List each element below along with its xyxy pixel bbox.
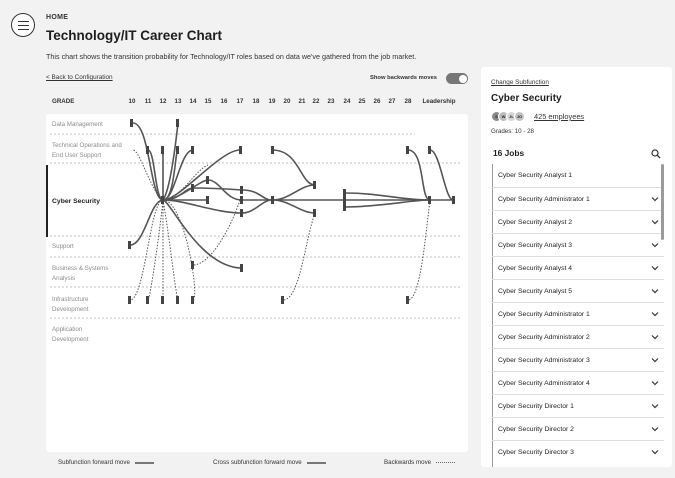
job-name: Cyber Security Analyst 1 <box>498 172 573 179</box>
job-list-item[interactable] <box>492 325 664 348</box>
avatar: S <box>491 111 502 122</box>
job-node <box>176 146 179 154</box>
job-list-item[interactable] <box>492 164 664 187</box>
grade-axis-label: GRADE <box>52 98 75 105</box>
job-node <box>130 119 133 127</box>
backwards-toggle-label: Show backwards moves <box>370 75 438 81</box>
job-list-item[interactable] <box>492 256 664 279</box>
grade-tick: 26 <box>373 98 381 105</box>
grade-tick: 23 <box>327 98 335 105</box>
job-node <box>406 296 409 304</box>
job-node <box>206 176 209 184</box>
jobs-count-title: 16 Jobs <box>493 148 525 158</box>
job-node <box>128 296 131 304</box>
forward-move-path <box>193 188 242 190</box>
job-node <box>176 296 179 304</box>
employee-count-link[interactable]: 425 employees <box>534 112 585 121</box>
grade-tick: 11 <box>144 98 152 105</box>
row-label-support[interactable]: Support <box>52 243 74 250</box>
breadcrumb[interactable]: HOME <box>46 14 69 21</box>
grade-tick: 19 <box>268 98 276 105</box>
job-node <box>191 296 194 304</box>
forward-move-path <box>130 200 163 245</box>
legend-solid-line <box>307 462 326 464</box>
job-node <box>176 119 179 127</box>
job-name: Cyber Security Administrator 2 <box>498 333 590 341</box>
forward-move-path <box>345 193 430 200</box>
job-node <box>406 146 409 154</box>
row-label-application-development[interactable]: Application Development <box>52 326 89 343</box>
grade-tick: 15 <box>204 98 212 105</box>
chevron-down-icon[interactable] <box>650 241 660 249</box>
job-node <box>240 196 243 204</box>
job-name: Cyber Security Administrator 3 <box>498 356 590 364</box>
job-name: Cyber Security Administrator 1 <box>498 310 590 318</box>
job-name: Cyber Security Analyst 4 <box>498 264 573 272</box>
job-node <box>161 146 164 154</box>
forward-move-path <box>345 200 430 207</box>
legend-label: Cross subfunction forward move <box>213 459 302 466</box>
grade-tick: 27 <box>388 98 396 105</box>
job-list-item[interactable] <box>492 187 664 210</box>
avatar: W <box>498 111 509 122</box>
job-list-item[interactable] <box>492 440 664 463</box>
legend-label: Backwards move <box>384 459 432 466</box>
chevron-down-icon[interactable] <box>650 425 660 433</box>
forward-move-path <box>148 150 163 200</box>
job-name: Cyber Security Analyst 2 <box>498 218 573 226</box>
avatar-group <box>491 111 531 122</box>
job-node <box>206 196 209 204</box>
job-name: Cyber Security Administrator 1 <box>498 195 590 203</box>
grade-tick: 17 <box>236 98 244 105</box>
job-node <box>452 196 455 204</box>
job-node <box>343 203 346 211</box>
job-node <box>428 146 431 154</box>
page-subtitle: This chart shows the transition probability for Technology/IT roles based on data we've gathered from the job market. <box>46 52 417 61</box>
backwards-move-path <box>130 200 163 300</box>
job-node <box>239 146 242 154</box>
job-list-item[interactable] <box>492 233 664 256</box>
job-node <box>313 209 316 217</box>
chevron-down-icon[interactable] <box>650 448 660 456</box>
job-list-item[interactable] <box>492 348 664 371</box>
grade-tick: 14 <box>189 98 197 105</box>
panel-title: Cyber Security <box>491 93 562 104</box>
forward-move-path <box>133 123 163 200</box>
forward-move-path <box>272 185 315 200</box>
job-node <box>240 264 243 272</box>
legend-subfunction-forward <box>58 459 154 466</box>
job-node <box>428 196 431 204</box>
job-node <box>240 186 243 194</box>
job-node <box>146 296 149 304</box>
row-label-infrastructure-development[interactable]: Infrastructure Development <box>52 296 89 313</box>
job-name: Cyber Security Administrator 4 <box>498 379 590 387</box>
change-subfunction-link[interactable]: Change Subfunction <box>491 79 549 86</box>
grade-tick: 21 <box>298 98 306 105</box>
backwards-move-path <box>408 200 430 300</box>
chevron-down-icon[interactable] <box>650 310 660 318</box>
job-name: Cyber Security Director 2 <box>498 425 574 433</box>
legend-dotted-line <box>436 462 455 463</box>
grade-tick: Leadership <box>422 98 456 105</box>
chevron-down-icon[interactable] <box>650 195 660 203</box>
grade-tick: 16 <box>220 98 228 105</box>
legend-backwards <box>384 459 455 466</box>
job-node <box>128 241 131 249</box>
forward-move-path <box>430 150 453 200</box>
row-label-technical-operations[interactable]: Technical Operations and End User Support <box>52 142 122 159</box>
job-list-item[interactable] <box>492 279 664 302</box>
jobs-list <box>492 164 664 463</box>
page-title: Technology/IT Career Chart <box>46 28 223 43</box>
row-label-cyber-security[interactable]: Cyber Security <box>52 198 100 205</box>
subfunction-panel <box>481 67 672 467</box>
forward-move-path <box>242 190 272 200</box>
job-list-item[interactable] <box>492 371 664 394</box>
job-node <box>343 196 346 204</box>
legend-cross-subfunction-forward <box>213 459 326 466</box>
grade-tick: 25 <box>358 98 366 105</box>
job-name: Cyber Security Analyst 3 <box>498 241 573 249</box>
chevron-down-icon[interactable] <box>650 356 660 364</box>
chevron-down-icon[interactable] <box>650 287 660 295</box>
forward-move-path <box>272 200 315 213</box>
job-name: Cyber Security Director 1 <box>498 402 574 410</box>
chevron-down-icon[interactable] <box>650 218 660 226</box>
grade-tick: 24 <box>343 98 351 105</box>
grade-tick: 12 <box>159 98 167 105</box>
grade-tick: 20 <box>283 98 291 105</box>
grade-tick: 10 <box>128 98 136 105</box>
legend-solid-line <box>135 462 154 464</box>
job-list-item[interactable] <box>492 302 664 325</box>
job-node <box>343 189 346 197</box>
grade-tick: 28 <box>404 98 412 105</box>
grade-range: Grades: 10 - 28 <box>491 128 534 135</box>
forward-move-path <box>242 200 272 213</box>
job-node <box>240 209 243 217</box>
job-node <box>146 146 149 154</box>
legend-label: Subfunction forward move <box>58 459 130 466</box>
job-node <box>281 296 284 304</box>
grade-tick: 18 <box>252 98 260 105</box>
grade-tick: 13 <box>174 98 182 105</box>
job-node <box>313 181 316 189</box>
job-list-item[interactable] <box>492 417 664 440</box>
job-name: Cyber Security Director 3 <box>498 448 574 456</box>
grade-tick: 22 <box>312 98 320 105</box>
job-node <box>191 261 194 269</box>
job-node <box>191 184 194 192</box>
job-list-item[interactable] <box>492 210 664 233</box>
backwards-move-path <box>163 200 195 300</box>
chevron-down-icon[interactable] <box>650 333 660 341</box>
job-name: Cyber Security Analyst 5 <box>498 287 573 295</box>
forward-move-path <box>272 150 315 185</box>
jobs-scrollbar[interactable] <box>661 164 664 240</box>
search-icon[interactable] <box>651 149 661 159</box>
row-label-data-management[interactable]: Data Management <box>52 121 103 128</box>
job-node <box>191 146 194 154</box>
job-node <box>271 146 274 154</box>
job-node <box>271 196 274 204</box>
job-node <box>161 296 164 304</box>
forward-move-path <box>163 200 242 213</box>
job-list-item[interactable] <box>492 394 664 417</box>
row-label-business-systems-analysis[interactable]: Business & Systems Analysis <box>52 265 109 282</box>
back-to-configuration-link[interactable]: < Back to Configuration <box>46 74 113 81</box>
chevron-down-icon[interactable] <box>650 264 660 272</box>
avatar: JO <box>514 111 525 122</box>
chevron-down-icon[interactable] <box>650 402 660 410</box>
avatar: JL <box>506 111 517 122</box>
job-node <box>161 196 164 204</box>
chevron-down-icon[interactable] <box>650 379 660 387</box>
forward-move-path <box>408 150 430 200</box>
